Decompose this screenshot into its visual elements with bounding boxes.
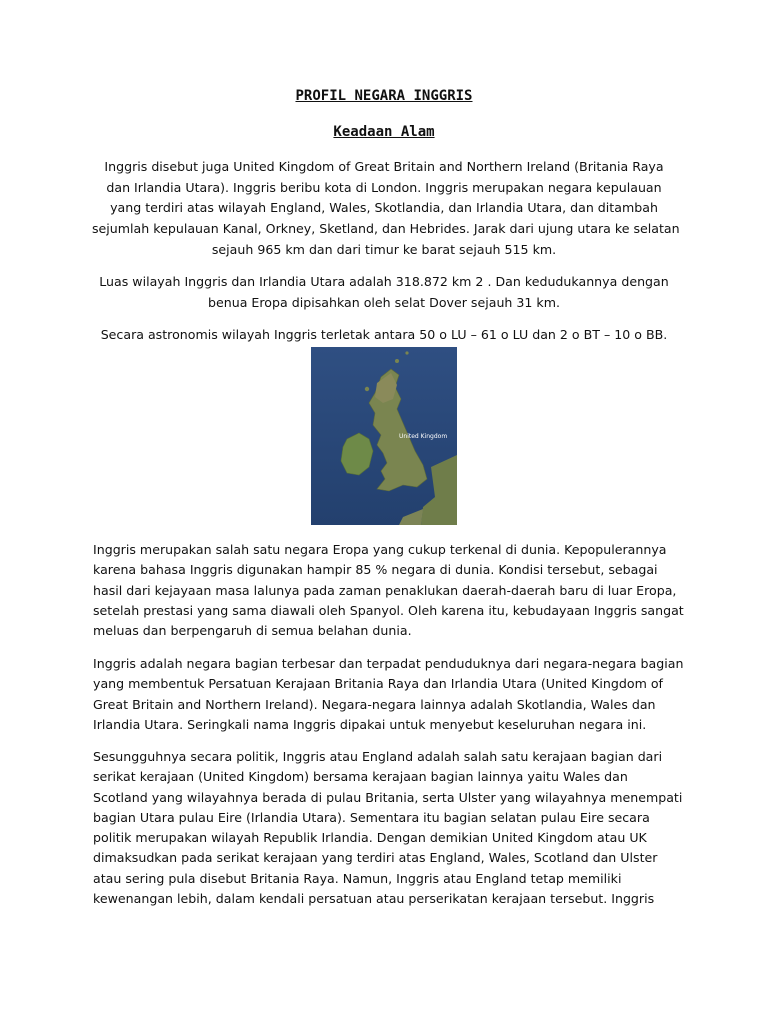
text-line: meluas dan berpengaruh di semua belahan dunia. bbox=[93, 623, 412, 639]
text-line: Luas wilayah Inggris dan Irlandia Utara adalah 318.872 km 2 . Dan kedudukannya dengan bbox=[99, 274, 669, 289]
page-title: PROFIL NEGARA INGGRIS bbox=[295, 88, 473, 104]
text-line: yang terdiri atas wilayah England, Wales, Skotlandia, dan Irlandia Utara, dan ditambah bbox=[110, 200, 658, 216]
map-label-uk: United Kingdom bbox=[399, 433, 448, 440]
text-line: sejumlah kepulauan Kanal, Orkney, Sketland, dan Hebrides. Jarak dari ujung utara ke selatan bbox=[92, 221, 680, 237]
paragraph-astronomy bbox=[92, 325, 676, 346]
paragraph-union bbox=[93, 654, 684, 735]
orkney-islands bbox=[395, 359, 399, 363]
text-line: Great Britain and Northern Ireland). Negara-negara lainnya adalah Skotlandia, Wales dan bbox=[93, 696, 656, 712]
text-line: bagian Utara pulau Eire (Irlandia Utara). Sementara itu bagian selatan pulau Eire secara bbox=[93, 809, 650, 825]
text-line: hasil dari kejayaan masa lalunya pada zaman penaklukan daerah-daerah baru di luar Eropa, bbox=[93, 582, 677, 598]
text-line: Irlandia Utara. Seringkali nama Inggris dipakai untuk menyebut keseluruhan negara ini. bbox=[93, 716, 647, 732]
section-heading: Keadaan Alam bbox=[333, 124, 435, 140]
uk-map-image bbox=[311, 347, 457, 525]
text-line: karena bahasa Inggris digunakan hampir 85 % negara di dunia. Kondisi tersebut, sebagai bbox=[93, 562, 658, 578]
text-line: Scotland yang wilayahnya berada di pulau Britania, serta Ulster yang wilayahnya menempati bbox=[93, 789, 683, 805]
text-line: serikat kerajaan (United Kingdom) bersama kerajaan bagian lainnya yaitu Wales dan bbox=[93, 769, 628, 785]
paragraph-politics bbox=[93, 747, 683, 909]
paragraph-area bbox=[92, 272, 676, 313]
text-line: Secara astronomis wilayah Inggris terletak antara 50 o LU – 61 o LU dan 2 o BT – 10 o BB. bbox=[100, 327, 668, 342]
text-line: setelah prestasi yang sama diawali oleh Spanyol. Oleh karena itu, kebudayaan Inggris sangat bbox=[93, 602, 684, 618]
paragraph-popularity bbox=[93, 540, 684, 641]
text-line: Inggris disebut juga United Kingdom of Great Britain and Northern Ireland (Britania Raya bbox=[104, 159, 664, 174]
text-line: sejauh 965 km dan dari timur ke barat sejauh 515 km. bbox=[211, 241, 557, 257]
hebrides-islands bbox=[365, 387, 369, 391]
text-line: benua Eropa dipisahkan oleh selat Dover sejauh 31 km. bbox=[208, 294, 560, 310]
text-line: politik merupakan wilayah Republik Irlandia. Dengan demikian United Kingdom atau UK bbox=[93, 830, 647, 846]
text-line: Inggris adalah negara bagian terbesar dan terpadat penduduknya dari negara-negara bagian bbox=[93, 656, 684, 671]
shetland-islands bbox=[405, 351, 408, 354]
text-line: kewenangan lebih, dalam kendali persatuan atau perserikatan kerajaan tersebut. Inggris bbox=[93, 891, 655, 907]
text-line: Sesungguhnya secara politik, Inggris atau England adalah salah satu kerajaan bagian dari bbox=[93, 749, 663, 764]
paragraph-intro bbox=[92, 157, 680, 261]
text-line: dan Irlandia Utara). Inggris beribu kota di London. Inggris merupakan negara kepulauan bbox=[106, 179, 662, 195]
text-line: dimaksudkan pada serikat kerajaan yang terdiri atas England, Wales, Scotland dan Ulster bbox=[93, 850, 658, 866]
text-line: yang membentuk Persatuan Kerajaan Britania Raya dan Irlandia Utara (United Kingdom of bbox=[93, 676, 663, 692]
text-line: atau sering pula disebut Britania Raya. Namun, Inggris atau England tetap memiliki bbox=[93, 870, 622, 886]
text-line: Inggris merupakan salah satu negara Eropa yang cukup terkenal di dunia. Kepopulerannya bbox=[93, 542, 667, 557]
